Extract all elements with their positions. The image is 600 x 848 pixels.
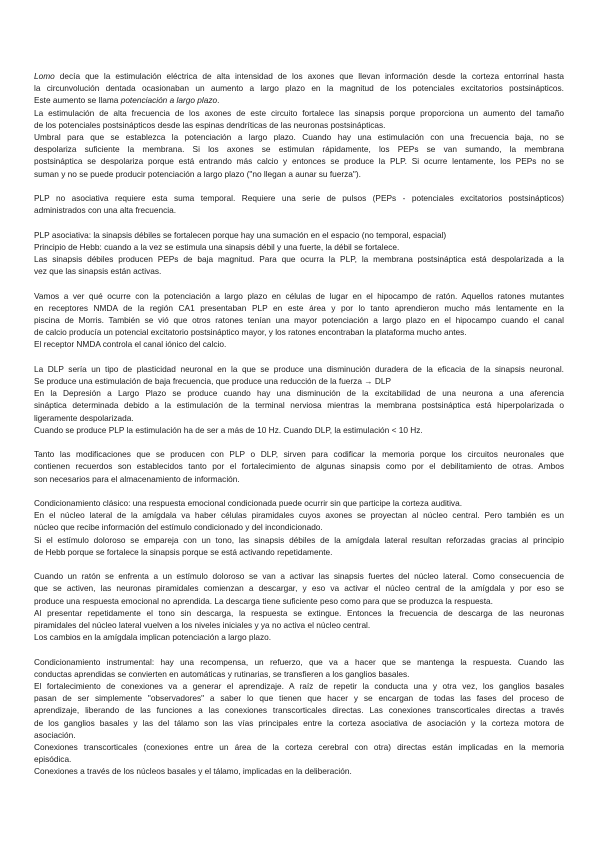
text-line: despolariza suficiente la membrana. Si los axones se estimulan rápidamente, los PEPs se van sumando, la membrana xyxy=(34,144,564,155)
text-line: PLP no asociativa requiere esta suma temporal. Requiere una serie de pulsos (PEPs - potenciales excitatorios postsinápticos) xyxy=(34,193,564,204)
text-line: núcleo que recibe información del estímulo condicionado y del incondicionado. xyxy=(34,522,323,533)
text-line: Cuando un ratón se enfrenta a un estímulo doloroso se van a activar las sinapsis fuertes del núcleo lateral. Como consecuencia de xyxy=(34,571,564,582)
text-line: ligeramente despolarizada. xyxy=(34,412,134,423)
text-line: asociación. xyxy=(34,729,76,740)
text-line: episódica. xyxy=(34,754,72,765)
text-line: Vamos a ver qué ocurre con la potenciación a largo plazo en células de lugar en el hipocampo de ratón. Aquellos ratones mutantes xyxy=(34,290,564,301)
text-line: Las sinapsis débiles producen PEPs de baja magnitud. Para que ocurra la PLP, la membrana postsináptica está despolarizada a la xyxy=(34,254,564,265)
document-page xyxy=(34,70,564,790)
text-line: Conexiones a través de los núcleos basales y el tálamo, implicadas en la deliberación. xyxy=(34,766,352,777)
author-name: Lomo xyxy=(34,71,55,81)
text-line: pasan de ser simplemente "observadores" a saber lo que tienen que hacer y se encargan de todas las fases del proceso de xyxy=(34,693,564,704)
emphasized-term: potenciación a largo plazo xyxy=(120,95,218,106)
text-line: son necesarios para el almacenamiento de información. xyxy=(34,473,240,484)
paragraph-place-cells xyxy=(34,290,564,351)
text-line: Condicionamiento clásico: una respuesta emocional condicionada puede ocurrir sin que participe la corteza auditiva. xyxy=(34,498,463,509)
text-line: Los cambios en la amígdala implican potenciación a largo plazo. xyxy=(34,632,272,643)
text-line: Si el estímulo doloroso se empareja con un tono, las sinapsis débiles de la amígdala lateral resultan reforzadas gracias al principio xyxy=(34,534,564,545)
text-line: Principio de Hebb: cuando a la vez se estimula una sinapsis débil y una fuerte, la débil se fortalece. xyxy=(34,241,400,252)
text-line: En el núcleo lateral de la amígdala va haber células piramidales cuyos axones se proyectan al núcleo central. Pero también es un xyxy=(34,510,564,521)
text-line: piscina de Morris. También se vió que otros ratones tenían una mayor potenciación a largo plazo en el hipocampo cuando el canal xyxy=(34,315,564,326)
text-line: administrados con una alta frecuencia. xyxy=(34,205,177,216)
text-span: decía que la estimulación eléctrica de alta intensidad de los axones que llevan información desde la corteza entorrinal hasta xyxy=(54,71,564,81)
text-line: contienen recuerdos son establecidos tanto por el fortalecimiento de algunas sinapsis como por el debilitamiento de otras. Ambos xyxy=(34,461,564,472)
paragraph-associative-ltp xyxy=(34,229,564,278)
text-span: Este aumento se llama xyxy=(34,95,121,106)
text-line: piramidales del núcleo lateral vuelven a los niveles iniciales y ya no activa el núcleo central. xyxy=(34,620,371,631)
text-line: que se activen, las neuronas piramidales comienzan a descargar, y eso va activar el núcleo central de la amígdala y por eso se xyxy=(34,583,564,594)
text-line: aprendizaje, liberando de las funciones a las conexiones transcorticales directas. Las conexiones transcorticales directas a través xyxy=(34,705,564,716)
text-line: Cuando se produce PLP la estimulación ha de ser a más de 10 Hz. Cuando DLP, la estimulación < 10 Hz. xyxy=(34,424,423,435)
text-line xyxy=(34,94,564,106)
text-span: . xyxy=(217,95,220,106)
text-line: vez que las sinapsis están activas. xyxy=(34,266,162,277)
paragraph-instrumental-conditioning xyxy=(34,656,564,778)
text-line: de los ganglios basales y las del tálamo son las vías principales entre la corteza asociativa de asociación y la corteza motora de xyxy=(34,717,564,728)
text-line: de calcio producía un potencial excitatorio postsináptico mayor, y los ratones encontraban la plataforma mucho antes. xyxy=(34,327,467,338)
text-line: El fortalecimiento de conexiones va a generar el aprendizaje. A raíz de repetir la conducta una y otra vez, los ganglios basales xyxy=(34,681,564,692)
text-line: Se produce una estimulación de baja frecuencia, que produce una reducción de la fuerza → DLP xyxy=(34,376,391,387)
text-line: sináptica determinada debido a la estimulación de la terminal nerviosa mientras la membrana postsináptica está hiperpolarizada o xyxy=(34,400,564,411)
text-line: postsináptica se despolariza porque está entrando más calcio y entonces se produce la PLP. Si ocurre lentamente, los PEPs no se xyxy=(34,156,564,167)
text-line: suman y no se puede producir potenciación a largo plazo ("no llegan a aunar su fuerza"). xyxy=(34,168,361,179)
text-line: de Hebb porque se fortalece la sinapsis porque se está activando repetidamente. xyxy=(34,546,333,557)
text-line: Umbral para que se establezca la potenciación a largo plazo. Cuando hay una estimulación con una frecuencia baja, no se xyxy=(34,132,564,143)
text-line: la circunvolución dentada ocasionaban un aumento a largo plazo en la magnitud de los potenciales excitatorios postsinápticos. xyxy=(34,83,564,94)
paragraph-classical-conditioning xyxy=(34,497,564,558)
text-line: La estimulación de alta frecuencia de los axones de este circuito fortalece las sinapsis porque proporciona un aumento del tamaño xyxy=(34,107,564,118)
text-line: produce una respuesta emocional no aprendida. La descarga tiene suficiente peso como para que se produzca la respuesta. xyxy=(34,595,493,606)
text-line: Tanto las modificaciones que se producen con PLP o DLP, sirven para codificar la memoria porque los circuitos neuronales que xyxy=(34,449,564,460)
text-line: de los potenciales postsinápticos desde las espinas dendríticas de las neuronas postsinápticas. xyxy=(34,119,386,130)
text-line: El receptor NMDA controla el canal iónico del calcio. xyxy=(34,339,227,350)
paragraph-amygdala-response xyxy=(34,570,564,643)
text-line: Condicionamiento instrumental: hay una recompensa, un refuerzo, que va a hacer que se mantenga la respuesta. Cuando las xyxy=(34,656,564,667)
text-line: En la Depresión a Largo Plazo se produce cuando hay una disminución de la excitabilidad de una neurona a una aferencia xyxy=(34,388,564,399)
text-line xyxy=(34,70,564,82)
text-line: Al presentar repetidamente el tono sin descarga, la respuesta se extingue. Entonces la frecuencia de descarga de las neuronas xyxy=(34,607,564,618)
paragraph-ltd xyxy=(34,363,564,436)
paragraph-ltp-definition xyxy=(34,70,564,180)
text-line: en receptores NMDA de la región CA1 presentaban PLP en este área y por lo tanto aprendieron mucho más lentamente en la xyxy=(34,302,564,313)
text-line: Conexiones transcorticales (conexiones entre un área de la corteza cerebral con otra) directas están implicadas en la memoria xyxy=(34,742,564,753)
text-line: PLP asociativa: la sinapsis débiles se fortalecen porque hay una sumación en el espacio (no temporal, espacial) xyxy=(34,229,447,240)
text-line: La DLP sería un tipo de plasticidad neuronal en la que se produce una disminución duradera de la eficacia de la sinapsis neuronal. xyxy=(34,363,564,374)
text-line: conductas aprendidas se convierten en automáticas y rutinarias, se transfieren a los ganglios basales. xyxy=(34,668,410,679)
paragraph-memory-coding xyxy=(34,448,564,485)
paragraph-nonassociative-ltp xyxy=(34,192,564,216)
